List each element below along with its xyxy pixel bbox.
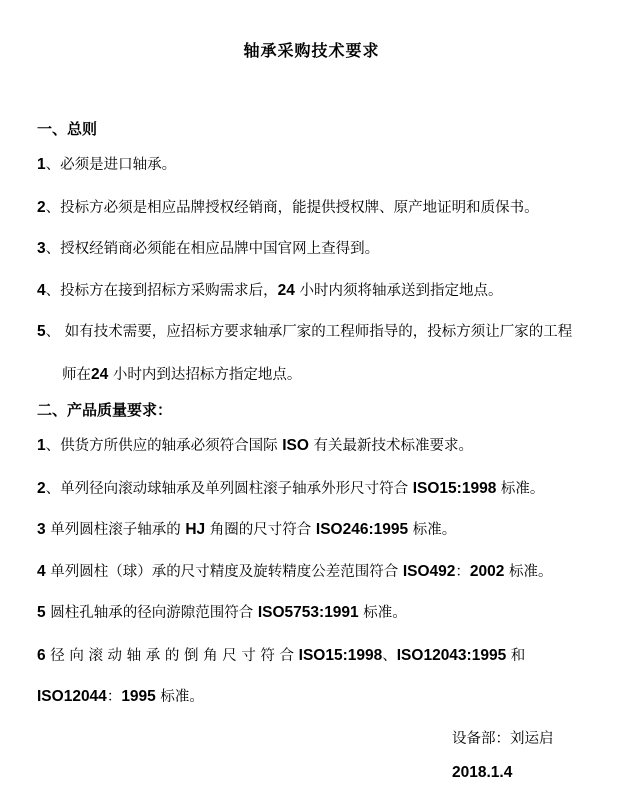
item-number: 1 [37,156,46,173]
document-title: 轴承采购技术要求 [243,41,380,60]
section2-item-5 [37,603,407,623]
item-text: 小时内到达招标方指定地点。 [108,367,302,383]
item-number: 4 [37,563,46,580]
item-number: 3 [37,521,46,538]
section2-item-1 [37,436,473,456]
item-separator: 、 [45,241,61,257]
item-bold-value: ISO246:1995 [315,521,409,538]
item-bold-value: 1995 [121,688,156,705]
item-text: 、供货方所供应的轴承必须符合国际 [45,438,283,454]
item-text: 径 向 滚 动 轴 承 的 倒 角 尺 寸 符 合 [45,648,299,664]
item-text: 有关最新技术标准要求。 [308,438,474,454]
item-separator: 、 [45,157,61,173]
item-bold-value: ISO15:1998 [298,647,383,664]
signature: 设备部：刘运启 [452,731,554,747]
item-number: 2 [37,480,46,497]
item-separator: 、 [45,283,61,299]
item-text: 师在 [62,367,91,383]
item-number: 4 [37,282,46,299]
section1-item-4 [37,281,502,301]
section2-item-2 [37,479,544,499]
item-text: 、 [382,648,397,664]
section1-item-1 [37,155,176,175]
item-text: 标准。 [496,481,545,497]
item-number: 5 [37,604,46,621]
item-text: 标准。 [408,522,457,538]
item-separator: 、 [45,200,61,216]
section2-item-6-line1 [37,646,525,666]
item-text: 圆柱孔轴承的径向游隙范围符合 [45,605,258,621]
item-bold-value: ISO5753:1991 [257,604,359,621]
item-text: 授权经销商必须能在相应品牌中国官网上查得到。 [60,241,380,257]
item-text: 角圈的尺寸符合 [205,522,316,538]
item-bold-value: ISO [282,437,309,454]
section2-item-6-line2 [37,687,204,707]
section1-heading: 一、总则 [37,120,98,138]
item-text: 必须是进口轴承。 [60,157,177,173]
item-bold-value: ISO12044 [37,688,107,705]
item-bold-value: ISO12043:1995 [396,647,507,664]
item-text: 标准。 [358,605,407,621]
section1-item-2 [37,198,539,218]
section1-item-5-line2 [62,365,301,385]
section2-item-3 [37,520,456,540]
item-bold-value: 24 [277,282,295,299]
item-text: 投标方必须是相应品牌授权经销商，能提供授权牌、原产地证明和质保书。 [60,200,539,216]
document-date: 2018.1.4 [452,764,513,781]
item-bold-value: ISO15:1998 [412,480,497,497]
item-text: ： [106,689,122,705]
item-text: 和 [506,648,526,664]
section2-item-4 [37,562,553,582]
item-number: 6 [37,647,46,664]
item-bold-value: ISO492 [402,563,456,580]
item-number: 5 [37,323,46,340]
section1-item-5-line1 [37,322,572,342]
item-text: 单列圆柱滚子轴承的 [45,522,186,538]
item-text: 标准。 [155,689,204,705]
item-text: 单列圆柱（球）承的尺寸精度及旋转精度公差范围符合 [45,564,403,580]
item-text: 小时内须将轴承送到指定地点。 [294,283,503,299]
item-number: 1 [37,437,46,454]
item-number: 2 [37,199,46,216]
section2-heading: 二、产品质量要求： [37,401,173,419]
item-text: 投标方在接到招标方采购需求后， [60,283,278,299]
item-separator: 、 [45,324,61,340]
item-text: 、单列径向滚动球轴承及单列圆柱滚子轴承外形尺寸符合 [45,481,413,497]
item-text: 如有技术需要，应招标方要求轴承厂家的工程师指导的，投标方须让厂家的工程 [60,324,573,340]
item-bold-value: 2002 [469,563,505,580]
section1-item-3 [37,239,379,259]
item-number: 3 [37,240,46,257]
item-bold-value: 24 [91,366,109,383]
item-text: 标准。 [504,564,553,580]
item-text: ： [455,564,470,580]
item-bold-value: HJ [185,521,206,538]
